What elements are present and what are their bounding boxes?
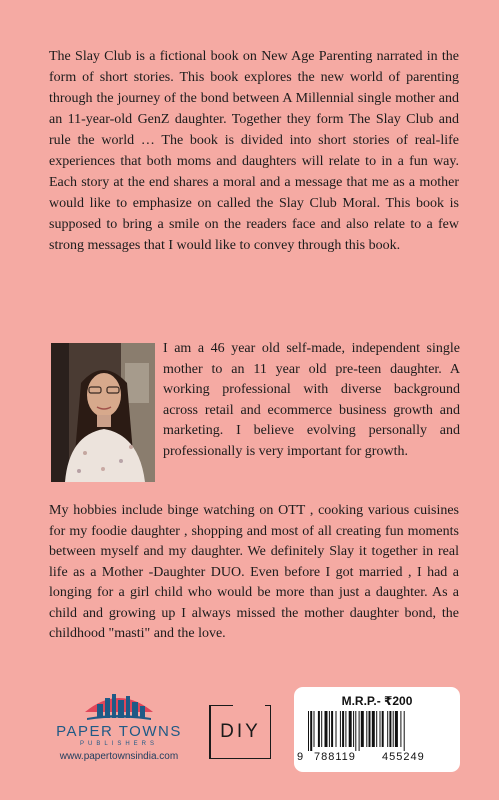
barcode-bar bbox=[345, 711, 346, 747]
barcode-bar bbox=[340, 711, 341, 747]
barcode-bar bbox=[400, 711, 401, 747]
barcode-bar bbox=[318, 711, 320, 747]
barcode-bar bbox=[404, 711, 405, 751]
publisher-logo bbox=[47, 688, 191, 768]
isbn-barcode bbox=[308, 711, 448, 751]
barcode-bar bbox=[380, 711, 381, 747]
barcode-label bbox=[294, 687, 460, 772]
diy-label: DIY bbox=[220, 721, 261, 742]
barcode-bar bbox=[342, 711, 344, 747]
barcode-bar bbox=[331, 711, 333, 747]
barcode-bar bbox=[329, 711, 330, 747]
barcode-bar bbox=[382, 711, 384, 747]
isbn-digits-left: 788119 bbox=[314, 751, 356, 763]
paper-towns-skyline-icon bbox=[83, 688, 155, 722]
barcode-bar bbox=[372, 711, 375, 747]
isbn-digits-right: 455249 bbox=[382, 751, 425, 763]
barcode-bar bbox=[321, 711, 322, 747]
barcode-bar bbox=[366, 711, 367, 747]
barcode-bar bbox=[314, 711, 315, 747]
author-photo bbox=[51, 343, 155, 482]
barcode-bar bbox=[387, 711, 388, 747]
diy-imprint-logo bbox=[209, 705, 271, 759]
book-blurb: The Slay Club is a fictional book on New Age Parenting narrated in the form of short stories. This book explores the new world of parenting through the journey of the bond between A Millennial single mother and an 11-year-old GenZ daughter. Together they form The Slay Club and rule the world … The book is divided into short stories of real-life experiences that both moms and daughters will relate to in a fun way. Each story at the end shares a moral and a message that me as a mother would like to emphasize on called the Slay Club Moral. This book is supposed to bring a smile on the readers face and also relate to a few strong messages that I would like to convey through this book. bbox=[49, 49, 459, 253]
barcode-bar bbox=[389, 711, 391, 747]
barcode-bar bbox=[308, 711, 309, 751]
author-bio-beside-photo: I am a 46 year old self-made, independent single mother to an 11 year old pre-teen daughter. A working professional with diverse background across retail and ecommerce business growth and marketing. I believe evolving personally and professionally is very important for growth. bbox=[163, 341, 460, 459]
barcode-bar bbox=[349, 711, 352, 747]
diy-logo-gap bbox=[233, 702, 265, 708]
barcode-bar bbox=[355, 711, 356, 751]
barcode-bar bbox=[376, 711, 377, 747]
barcode-bar bbox=[325, 711, 328, 747]
barcode-bar bbox=[336, 711, 337, 747]
barcode-bar bbox=[361, 711, 364, 747]
barcode-bar bbox=[369, 711, 371, 747]
publisher-name: PAPER TOWNS bbox=[56, 723, 182, 740]
barcode-bar bbox=[393, 711, 394, 747]
barcode-bar bbox=[310, 711, 312, 751]
barcode-bar bbox=[353, 711, 354, 747]
publisher-url: www.papertownsindia.com bbox=[59, 751, 179, 762]
publisher-sub: PUBLISHERS bbox=[79, 741, 158, 747]
price-label: M.R.P.- ₹200 bbox=[341, 694, 413, 708]
barcode-bar bbox=[359, 711, 360, 751]
author-bio-continued: My hobbies include binge watching on OTT , cooking various cuisines for my foodie daughter , shopping and most of all creating fun moments between myself and my daughter. We definitely Slay it together in real life as a Mother -Daughter DUO. Even before I got married , I had a longing for a girl child who would be more than just a daughter. As a child and growing up I always missed the mother daughter bond, the childhood "masti" and the love. bbox=[49, 503, 459, 641]
isbn-prefix-digit: 9 bbox=[297, 751, 304, 763]
barcode-bar bbox=[395, 711, 398, 747]
